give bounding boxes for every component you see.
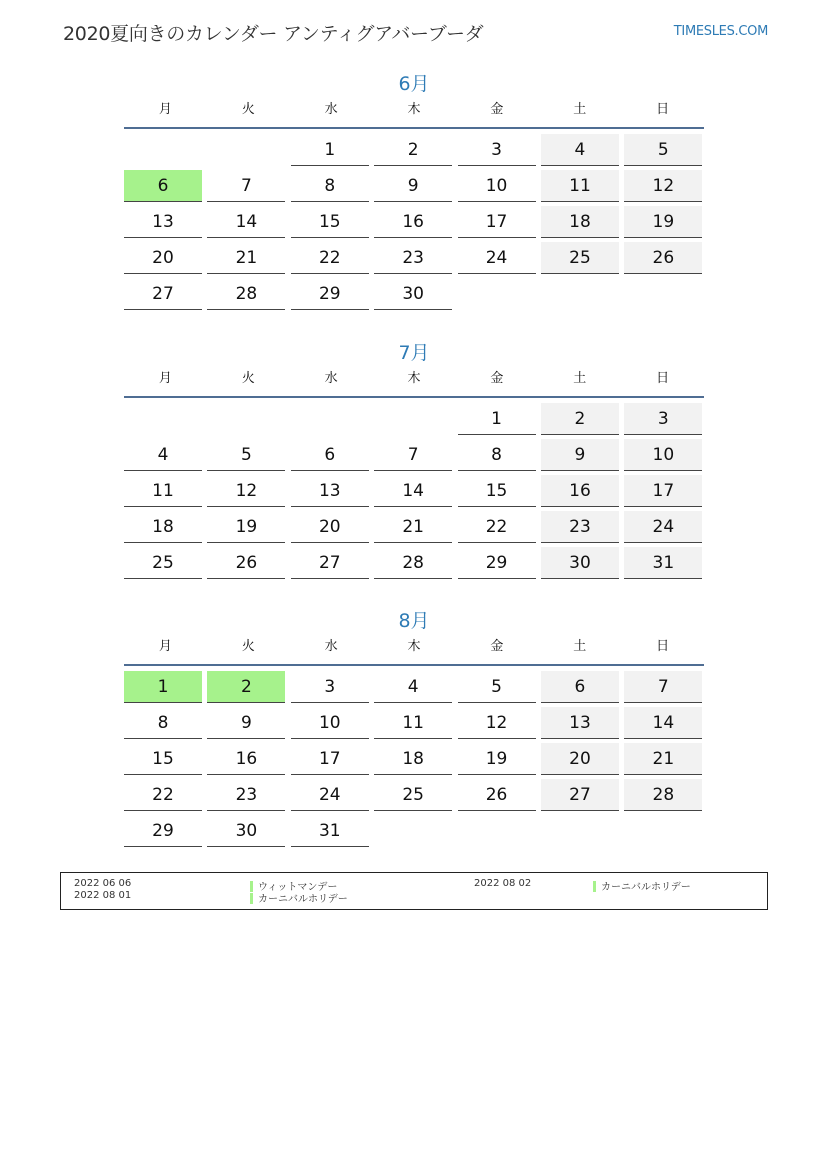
day-cell: 3 — [624, 403, 702, 435]
weekday-label: 月 — [158, 639, 172, 654]
legend-date: 2022 08 01 — [74, 890, 132, 901]
day-cell: 18 — [124, 511, 202, 543]
empty-day-cell — [374, 403, 452, 434]
weekday-header — [124, 636, 704, 666]
day-cell: 21 — [374, 511, 452, 543]
week-row — [124, 815, 704, 851]
day-cell: 30 — [207, 815, 285, 847]
weekday-label: 日 — [656, 371, 670, 386]
empty-day-cell — [124, 134, 202, 165]
empty-day-cell — [458, 278, 536, 309]
day-cell: 29 — [291, 278, 369, 310]
day-cell: 28 — [374, 547, 452, 579]
day-cell: 25 — [541, 242, 619, 274]
empty-day-cell — [624, 278, 702, 309]
day-cell: 2 — [541, 403, 619, 435]
empty-day-cell — [291, 403, 369, 434]
week-row — [124, 547, 704, 583]
day-cell: 6 — [124, 170, 202, 202]
day-cell: 22 — [124, 779, 202, 811]
empty-day-cell — [124, 403, 202, 434]
day-cell: 18 — [541, 206, 619, 238]
day-cell: 6 — [291, 439, 369, 471]
day-cell: 11 — [374, 707, 452, 739]
week-row — [124, 743, 704, 779]
day-cell: 7 — [624, 671, 702, 703]
day-cell: 2 — [207, 671, 285, 703]
month-title: 8月 — [398, 610, 430, 632]
site-link[interactable]: TIMESLES.COM — [673, 24, 768, 39]
day-cell: 12 — [207, 475, 285, 507]
day-cell: 5 — [458, 671, 536, 703]
week-row — [124, 170, 704, 206]
day-cell: 23 — [207, 779, 285, 811]
month-title: 6月 — [398, 73, 430, 95]
day-cell: 21 — [624, 743, 702, 775]
day-cell: 5 — [207, 439, 285, 471]
day-cell: 13 — [541, 707, 619, 739]
day-cell: 15 — [458, 475, 536, 507]
day-cell: 24 — [291, 779, 369, 811]
day-grid — [124, 398, 704, 583]
week-row — [124, 779, 704, 815]
month-title: 7月 — [398, 342, 430, 364]
weekday-label: 金 — [490, 102, 504, 117]
week-row — [124, 671, 704, 707]
week-row — [124, 439, 704, 475]
day-cell: 20 — [124, 242, 202, 274]
day-cell: 17 — [624, 475, 702, 507]
day-cell: 1 — [458, 403, 536, 435]
day-cell: 8 — [458, 439, 536, 471]
day-cell: 17 — [458, 206, 536, 238]
day-cell: 4 — [541, 134, 619, 166]
legend-holiday-name: ウィットマンデー — [258, 882, 338, 893]
day-cell: 6 — [541, 671, 619, 703]
day-cell: 9 — [207, 707, 285, 739]
weekday-label: 水 — [324, 639, 338, 654]
day-cell: 30 — [374, 278, 452, 310]
holiday-legend — [60, 872, 768, 910]
empty-day-cell — [374, 815, 452, 846]
week-row — [124, 206, 704, 242]
month-june — [124, 69, 704, 314]
day-cell: 26 — [207, 547, 285, 579]
day-cell: 20 — [541, 743, 619, 775]
holiday-color-marker — [593, 881, 596, 892]
week-row — [124, 511, 704, 547]
day-cell: 9 — [374, 170, 452, 202]
weekday-label: 火 — [241, 639, 255, 654]
legend-holiday-name: カーニバルホリデー — [601, 882, 691, 893]
day-cell: 23 — [374, 242, 452, 274]
day-cell: 11 — [124, 475, 202, 507]
day-cell: 3 — [458, 134, 536, 166]
day-cell: 19 — [458, 743, 536, 775]
weekday-label: 月 — [158, 371, 172, 386]
empty-day-cell — [458, 815, 536, 846]
month-august — [124, 606, 704, 851]
weekday-label: 木 — [407, 639, 421, 654]
day-cell: 31 — [624, 547, 702, 579]
day-cell: 28 — [207, 278, 285, 310]
empty-day-cell — [624, 815, 702, 846]
day-cell: 14 — [207, 206, 285, 238]
day-cell: 1 — [124, 671, 202, 703]
weekday-label: 日 — [656, 102, 670, 117]
day-cell: 24 — [624, 511, 702, 543]
weekday-label: 土 — [573, 102, 587, 117]
day-cell: 9 — [541, 439, 619, 471]
weekday-label: 水 — [324, 102, 338, 117]
weekday-label: 木 — [407, 102, 421, 117]
day-cell: 28 — [624, 779, 702, 811]
legend-holiday — [593, 878, 691, 893]
day-cell: 16 — [374, 206, 452, 238]
weekday-label: 土 — [573, 639, 587, 654]
empty-day-cell — [541, 278, 619, 309]
week-row — [124, 278, 704, 314]
weekday-label: 金 — [490, 371, 504, 386]
weekday-label: 火 — [241, 371, 255, 386]
legend-date: 2022 08 02 — [474, 878, 532, 889]
week-row — [124, 707, 704, 743]
legend-date: 2022 06 06 — [74, 878, 132, 889]
day-cell: 26 — [458, 779, 536, 811]
week-row — [124, 475, 704, 511]
weekday-label: 日 — [656, 639, 670, 654]
day-cell: 10 — [458, 170, 536, 202]
day-cell: 7 — [207, 170, 285, 202]
day-cell: 16 — [207, 743, 285, 775]
week-row — [124, 242, 704, 278]
week-row — [124, 403, 704, 439]
weekday-header — [124, 99, 704, 129]
day-cell: 12 — [624, 170, 702, 202]
page-title: 2020夏向きのカレンダー アンティグアバーブーダ — [63, 23, 484, 45]
day-cell: 27 — [541, 779, 619, 811]
day-grid — [124, 666, 704, 851]
day-cell: 8 — [291, 170, 369, 202]
week-row — [124, 134, 704, 170]
day-cell: 18 — [374, 743, 452, 775]
day-cell: 27 — [124, 278, 202, 310]
day-cell: 31 — [291, 815, 369, 847]
holiday-color-marker — [250, 893, 253, 904]
day-cell: 4 — [124, 439, 202, 471]
day-cell: 19 — [207, 511, 285, 543]
day-grid — [124, 129, 704, 314]
day-cell: 4 — [374, 671, 452, 703]
day-cell: 1 — [291, 134, 369, 166]
empty-day-cell — [207, 403, 285, 434]
day-cell: 17 — [291, 743, 369, 775]
day-cell: 13 — [291, 475, 369, 507]
day-cell: 7 — [374, 439, 452, 471]
day-cell: 24 — [458, 242, 536, 274]
day-cell: 13 — [124, 206, 202, 238]
weekday-label: 木 — [407, 371, 421, 386]
day-cell: 10 — [291, 707, 369, 739]
day-cell: 3 — [291, 671, 369, 703]
empty-day-cell — [541, 815, 619, 846]
day-cell: 26 — [624, 242, 702, 274]
day-cell: 22 — [291, 242, 369, 274]
day-cell: 20 — [291, 511, 369, 543]
weekday-label: 水 — [324, 371, 338, 386]
day-cell: 8 — [124, 707, 202, 739]
day-cell: 25 — [124, 547, 202, 579]
day-cell: 27 — [291, 547, 369, 579]
day-cell: 14 — [374, 475, 452, 507]
day-cell: 29 — [124, 815, 202, 847]
day-cell: 21 — [207, 242, 285, 274]
day-cell: 15 — [124, 743, 202, 775]
day-cell: 25 — [374, 779, 452, 811]
day-cell: 15 — [291, 206, 369, 238]
day-cell: 2 — [374, 134, 452, 166]
day-cell: 30 — [541, 547, 619, 579]
legend-holiday-name: カーニバルホリデー — [258, 894, 348, 905]
weekday-label: 金 — [490, 639, 504, 654]
day-cell: 10 — [624, 439, 702, 471]
legend-holiday — [250, 890, 348, 905]
day-cell: 23 — [541, 511, 619, 543]
day-cell: 19 — [624, 206, 702, 238]
weekday-label: 土 — [573, 371, 587, 386]
day-cell: 12 — [458, 707, 536, 739]
day-cell: 29 — [458, 547, 536, 579]
empty-day-cell — [207, 134, 285, 165]
day-cell: 16 — [541, 475, 619, 507]
weekday-header — [124, 368, 704, 398]
day-cell: 5 — [624, 134, 702, 166]
weekday-label: 月 — [158, 102, 172, 117]
month-july — [124, 338, 704, 583]
day-cell: 14 — [624, 707, 702, 739]
weekday-label: 火 — [241, 102, 255, 117]
day-cell: 11 — [541, 170, 619, 202]
day-cell: 22 — [458, 511, 536, 543]
